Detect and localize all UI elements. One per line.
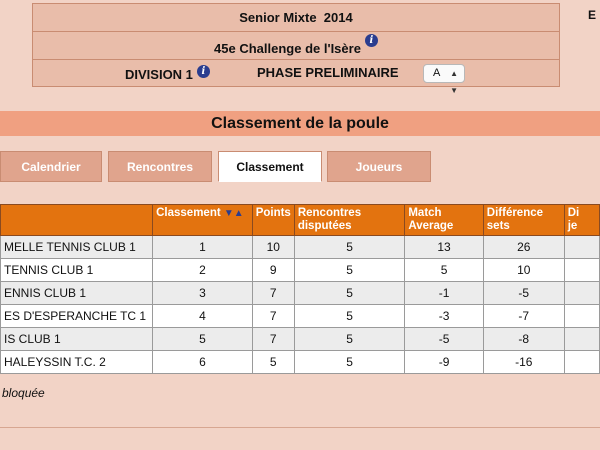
- challenge-row: [33, 32, 559, 60]
- footer-divider: [0, 427, 600, 428]
- table-row: [1, 282, 600, 305]
- team-name: TENNIS CLUB 1: [1, 259, 153, 282]
- team-name: MELLE TENNIS CLUB 1: [1, 236, 153, 259]
- col-extra-line1: Di: [567, 207, 580, 219]
- team-name: HALEYSSIN T.C. 2: [1, 351, 153, 374]
- sets-cell: 10: [483, 259, 564, 282]
- sort-icon[interactable]: ▼▲: [223, 208, 244, 219]
- table-row: [1, 305, 600, 328]
- division-label-wrap: [125, 67, 210, 83]
- challenge-title: 45e Challenge de l'Isère: [214, 41, 361, 56]
- top-right-text: E: [588, 8, 597, 22]
- col-avg-line2: Average: [408, 220, 454, 232]
- tab-joueurs[interactable]: Joueurs: [327, 151, 431, 182]
- sets-cell: -16: [483, 351, 564, 374]
- col-played-line1: Rencontres: [297, 207, 362, 219]
- division-label: DIVISION 1: [125, 67, 193, 82]
- played-cell: 5: [294, 328, 405, 351]
- info-icon[interactable]: i: [365, 34, 378, 47]
- avg-cell: 5: [405, 259, 483, 282]
- extra-cell: [564, 282, 599, 305]
- team-name: ENNIS CLUB 1: [1, 282, 153, 305]
- points-cell: 7: [252, 328, 294, 351]
- competition-header: [32, 3, 560, 95]
- avg-cell: -1: [405, 282, 483, 305]
- standings-table-wrap: [0, 204, 600, 374]
- sets-cell: 26: [483, 236, 564, 259]
- updown-arrows-icon: ▲ ▼: [450, 69, 458, 95]
- group-select[interactable]: [423, 64, 465, 95]
- avg-cell: -3: [405, 305, 483, 328]
- rank-cell: 6: [153, 351, 253, 374]
- col-extra[interactable]: [564, 205, 599, 236]
- team-name: ES D'ESPERANCHE TC 1: [1, 305, 153, 328]
- division-row: [33, 60, 559, 95]
- col-extra-line2: je: [567, 220, 578, 232]
- col-rank[interactable]: [153, 205, 253, 236]
- sets-cell: -8: [483, 328, 564, 351]
- rank-cell: 4: [153, 305, 253, 328]
- table-row: [1, 259, 600, 282]
- col-played-line2: disputées: [297, 220, 352, 232]
- section-title: Classement de la poule: [0, 111, 600, 136]
- table-row: [1, 328, 600, 351]
- points-cell: 7: [252, 282, 294, 305]
- col-rank-label: Classement: [156, 207, 221, 219]
- sets-cell: -5: [483, 282, 564, 305]
- rank-cell: 2: [153, 259, 253, 282]
- col-avg[interactable]: [405, 205, 483, 236]
- tab-rencontres[interactable]: Rencontres: [108, 151, 212, 182]
- col-sets-line2: sets: [486, 220, 510, 232]
- phase-label: PHASE PRELIMINAIRE: [257, 65, 399, 80]
- table-row: [1, 351, 600, 374]
- played-cell: 5: [294, 282, 405, 305]
- extra-cell: [564, 328, 599, 351]
- extra-cell: [564, 259, 599, 282]
- col-avg-line1: Match: [408, 207, 442, 219]
- points-cell: 7: [252, 305, 294, 328]
- tab-classement[interactable]: Classement: [218, 151, 322, 182]
- rank-cell: 1: [153, 236, 253, 259]
- points-cell: 5: [252, 351, 294, 374]
- sets-cell: -7: [483, 305, 564, 328]
- group-select-value: A: [433, 67, 441, 79]
- col-played[interactable]: [294, 205, 405, 236]
- avg-cell: -9: [405, 351, 483, 374]
- played-cell: 5: [294, 236, 405, 259]
- col-team: [1, 205, 153, 236]
- competition-row: [33, 4, 559, 32]
- standings-table: [0, 204, 600, 374]
- col-sets[interactable]: [483, 205, 564, 236]
- avg-cell: -5: [405, 328, 483, 351]
- extra-cell: [564, 236, 599, 259]
- footnote: bloquée: [2, 386, 45, 400]
- rank-cell: 5: [153, 328, 253, 351]
- rank-cell: 3: [153, 282, 253, 305]
- info-icon[interactable]: i: [197, 65, 210, 78]
- table-header-row: [1, 205, 600, 236]
- avg-cell: 13: [405, 236, 483, 259]
- played-cell: 5: [294, 305, 405, 328]
- extra-cell: [564, 351, 599, 374]
- col-sets-line1: Différence: [486, 207, 544, 219]
- points-cell: 10: [252, 236, 294, 259]
- table-row: [1, 236, 600, 259]
- competition-title: Senior Mixte 2014: [239, 10, 353, 25]
- played-cell: 5: [294, 351, 405, 374]
- team-name: IS CLUB 1: [1, 328, 153, 351]
- col-points[interactable]: Points: [252, 205, 294, 236]
- points-cell: 9: [252, 259, 294, 282]
- extra-cell: [564, 305, 599, 328]
- played-cell: 5: [294, 259, 405, 282]
- tab-calendrier[interactable]: Calendrier: [0, 151, 102, 182]
